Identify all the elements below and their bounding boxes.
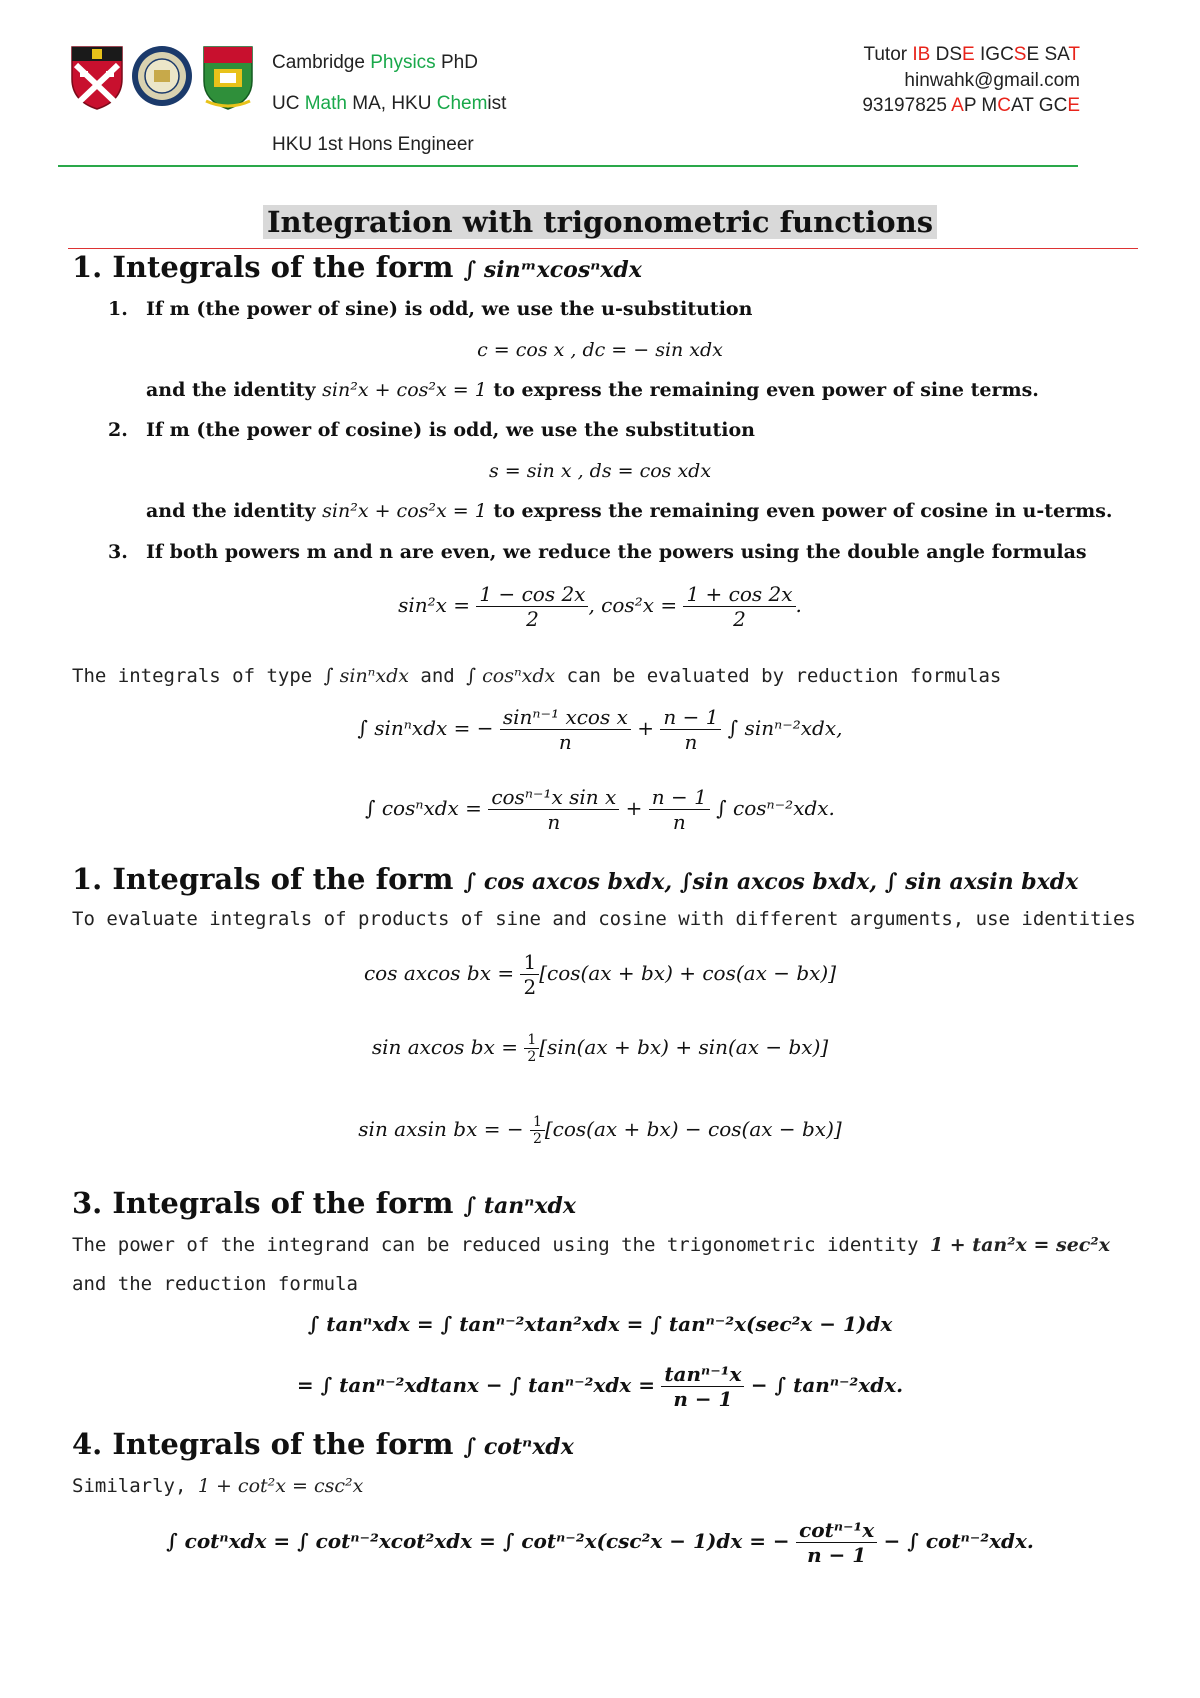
- body-text: The integrals of type: [72, 665, 324, 687]
- header-text: E: [1026, 44, 1040, 65]
- header-right-1: [863, 44, 1080, 66]
- equation-u-sub: c = cos x , dc = − sin xdx: [477, 339, 723, 361]
- math-text: − ∫ tanⁿ⁻²xdx.: [750, 1373, 904, 1397]
- equation-reduction-sin: [0, 705, 1200, 754]
- denominator: n: [558, 730, 572, 754]
- header-text: Chem: [436, 93, 488, 114]
- math-text: .: [795, 593, 802, 617]
- item-1: [108, 298, 1108, 320]
- fraction: [796, 1518, 877, 1567]
- page-title-text: Integration with trigonometric functions: [263, 205, 937, 239]
- item-text: If both powers m and n are even, we reduce the powers using the double angle formulas: [146, 541, 1087, 563]
- fraction: [530, 1114, 545, 1147]
- body-text: The power of the integrand can be reduced using the trigonometric identity: [72, 1234, 930, 1256]
- numerator: 1 − cos 2x: [476, 582, 588, 607]
- item-3: [108, 541, 1108, 563]
- header-email: hinwahk@gmail.com: [904, 70, 1080, 91]
- item-2: [108, 419, 1108, 441]
- header-text: I: [912, 44, 918, 65]
- header-text: M: [976, 95, 998, 116]
- math-text: ∫ cotⁿxdx = ∫ cotⁿ⁻²xcot²xdx = ∫ cotⁿ⁻²x(csc²x − 1)dx = −: [166, 1529, 790, 1553]
- section-2-intro: To evaluate integrals of products of sine and cosine with different arguments, use identities: [72, 908, 1136, 930]
- equation-double-angle: [0, 582, 1200, 631]
- section-4-heading: [72, 1427, 574, 1461]
- header-text: AT: [1011, 95, 1034, 116]
- heading-text: 1. Integrals of the form: [72, 250, 464, 284]
- body-text: can be evaluated by reduction formulas: [555, 665, 1002, 687]
- page-title: [0, 205, 1200, 239]
- header-text: C: [997, 95, 1011, 116]
- math-text: +: [637, 716, 654, 740]
- section-2-heading: [72, 862, 1078, 896]
- section-3-intro: [72, 1234, 1110, 1256]
- math-text: [sin(ax + bx) + sin(ax − bx)]: [539, 1035, 829, 1059]
- body-text: and: [408, 665, 467, 687]
- inline-math: sin²x + cos²x = 1: [322, 379, 487, 401]
- denominator: n: [672, 810, 686, 834]
- header-text: MA, HKU: [346, 93, 437, 114]
- equation-tan-1: ∫ tanⁿxdx = ∫ tanⁿ⁻²xtan²xdx = ∫ tanⁿ⁻²x(sec²x − 1)dx: [307, 1312, 893, 1336]
- item-text: If m (the power of sine) is odd, we use the u-substitution: [146, 298, 753, 320]
- header-text: GC: [1033, 95, 1068, 116]
- header-divider: [58, 165, 1078, 167]
- uc-seal-logo: [130, 44, 194, 108]
- math-text: = ∫ tanⁿ⁻²xdtanx − ∫ tanⁿ⁻²xdx =: [296, 1373, 655, 1397]
- header-text: A: [951, 95, 964, 116]
- numerator: 1 + cos 2x: [683, 582, 795, 607]
- fraction: [488, 785, 619, 834]
- math-text: [cos(ax + bx) − cos(ax − bx)]: [544, 1117, 842, 1141]
- body-text: Similarly,: [72, 1475, 198, 1497]
- fraction: [649, 785, 710, 834]
- header-text: Physics: [370, 52, 436, 73]
- header-text: DS: [930, 44, 963, 65]
- numerator: 1: [520, 950, 539, 975]
- header-text: UC: [272, 93, 305, 114]
- item-text: and the identity: [146, 379, 323, 401]
- math-text: ∫ sinⁿ⁻²xdx,: [727, 716, 843, 740]
- item-1-identity: [146, 379, 1039, 401]
- math-text: sin axsin bx = −: [358, 1117, 524, 1141]
- title-underline: [68, 248, 1138, 249]
- numerator: cotⁿ⁻¹x: [796, 1518, 877, 1543]
- fraction: [524, 1032, 539, 1065]
- fraction: [520, 950, 539, 999]
- denominator: 2: [532, 1131, 542, 1147]
- header-line-1: [272, 52, 478, 74]
- denominator: n: [684, 730, 698, 754]
- header-text: Math: [304, 93, 347, 114]
- numerator: sinⁿ⁻¹ xcos x: [500, 705, 631, 730]
- header-text: SA: [1039, 44, 1069, 65]
- header-text: IGC: [974, 44, 1014, 65]
- item-text: to express the remaining even power of sine terms.: [486, 379, 1039, 401]
- equation-sin-sin: [0, 1114, 1200, 1147]
- cambridge-crest-logo: [70, 45, 124, 111]
- section-1-heading: [72, 250, 642, 284]
- inline-math: 1 + tan²x = sec²x: [929, 1234, 1111, 1256]
- header-text: 93197825: [862, 95, 952, 116]
- inline-math: sin²x + cos²x = 1: [322, 500, 487, 522]
- item-text: to express the remaining even power of cosine in u-terms.: [486, 500, 1113, 522]
- heading-math: ∫ sinᵐxcosⁿxdx: [463, 257, 642, 283]
- denominator: 2: [527, 1049, 537, 1065]
- reduction-intro: [72, 665, 1001, 687]
- denominator: n − 1: [673, 1387, 733, 1411]
- header-text: B: [917, 44, 931, 65]
- math-text: +: [625, 796, 643, 820]
- heading-text: 1. Integrals of the form: [72, 862, 464, 896]
- header-text: S: [1013, 44, 1027, 65]
- item-text: If m (the power of cosine) is odd, we use the substitution: [146, 419, 755, 441]
- math-text: sin²x =: [398, 593, 471, 617]
- math-text: cos axcos bx =: [363, 961, 515, 985]
- section-3-heading: [72, 1186, 576, 1220]
- math-text: ∫ cosⁿxdx =: [365, 796, 482, 820]
- denominator: 2: [523, 975, 537, 999]
- inline-math: ∫ sinⁿxdx: [323, 665, 409, 687]
- header-text: P: [963, 95, 977, 116]
- equation-tan-2: [0, 1362, 1200, 1411]
- header-line-3: HKU 1st Hons Engineer: [272, 134, 474, 155]
- equation-cos-cos: [0, 950, 1200, 999]
- item-number: 2.: [108, 419, 128, 441]
- denominator: 2: [526, 607, 539, 631]
- equation-reduction-cos: [0, 785, 1200, 834]
- header-text: ist: [487, 93, 507, 114]
- heading-math: ∫ cotⁿxdx: [463, 1434, 574, 1460]
- section-4-intro: [72, 1475, 363, 1497]
- numerator: n − 1: [649, 785, 710, 810]
- header-text: Tutor: [863, 44, 913, 65]
- header-text: PhD: [435, 52, 478, 73]
- denominator: 2: [733, 607, 746, 631]
- fraction: [476, 582, 588, 631]
- header-text: E: [962, 44, 975, 65]
- fraction: [661, 1362, 744, 1411]
- header-text: T: [1068, 44, 1080, 65]
- fraction: [683, 582, 795, 631]
- numerator: tanⁿ⁻¹x: [661, 1362, 744, 1387]
- equation-s-sub: s = sin x , ds = cos xdx: [488, 460, 712, 482]
- header-line-2: [272, 93, 506, 115]
- numerator: 1: [524, 1032, 539, 1049]
- inline-math: ∫ cosⁿxdx: [466, 665, 556, 687]
- inline-math: 1 + cot²x = csc²x: [197, 1475, 364, 1497]
- math-text: ∫ cosⁿ⁻²xdx.: [716, 796, 835, 820]
- header-right-3: [862, 95, 1080, 117]
- math-text: [cos(ax + bx) + cos(ax − bx)]: [539, 961, 837, 985]
- equation-cot: [0, 1518, 1200, 1567]
- denominator: n − 1: [807, 1543, 867, 1567]
- math-text: , cos²x =: [588, 593, 678, 617]
- item-2-identity: [146, 500, 1113, 522]
- heading-math: ∫ cos axcos bxdx, ∫sin axcos bxdx, ∫ sin axsin bxdx: [463, 869, 1079, 895]
- denominator: n: [547, 810, 561, 834]
- item-number: 1.: [108, 298, 128, 320]
- heading-text: 4. Integrals of the form: [72, 1427, 464, 1461]
- hku-crest-logo: [200, 43, 256, 111]
- header-text: E: [1067, 95, 1080, 116]
- heading-math: ∫ tanⁿxdx: [463, 1193, 576, 1219]
- math-text: ∫ sinⁿxdx = −: [357, 716, 494, 740]
- math-text: sin axcos bx =: [371, 1035, 518, 1059]
- math-text: − ∫ cotⁿ⁻²xdx.: [883, 1529, 1034, 1553]
- numerator: 1: [530, 1114, 545, 1131]
- fraction: [500, 705, 631, 754]
- numerator: cosⁿ⁻¹x sin x: [488, 785, 619, 810]
- numerator: n − 1: [660, 705, 721, 730]
- fraction: [660, 705, 721, 754]
- item-text: and the identity: [146, 500, 323, 522]
- heading-text: 3. Integrals of the form: [72, 1186, 464, 1220]
- equation-sin-cos: [0, 1032, 1200, 1065]
- section-3-intro-2: and the reduction formula: [72, 1273, 358, 1295]
- header-text: Cambridge: [272, 52, 371, 73]
- item-number: 3.: [108, 541, 128, 563]
